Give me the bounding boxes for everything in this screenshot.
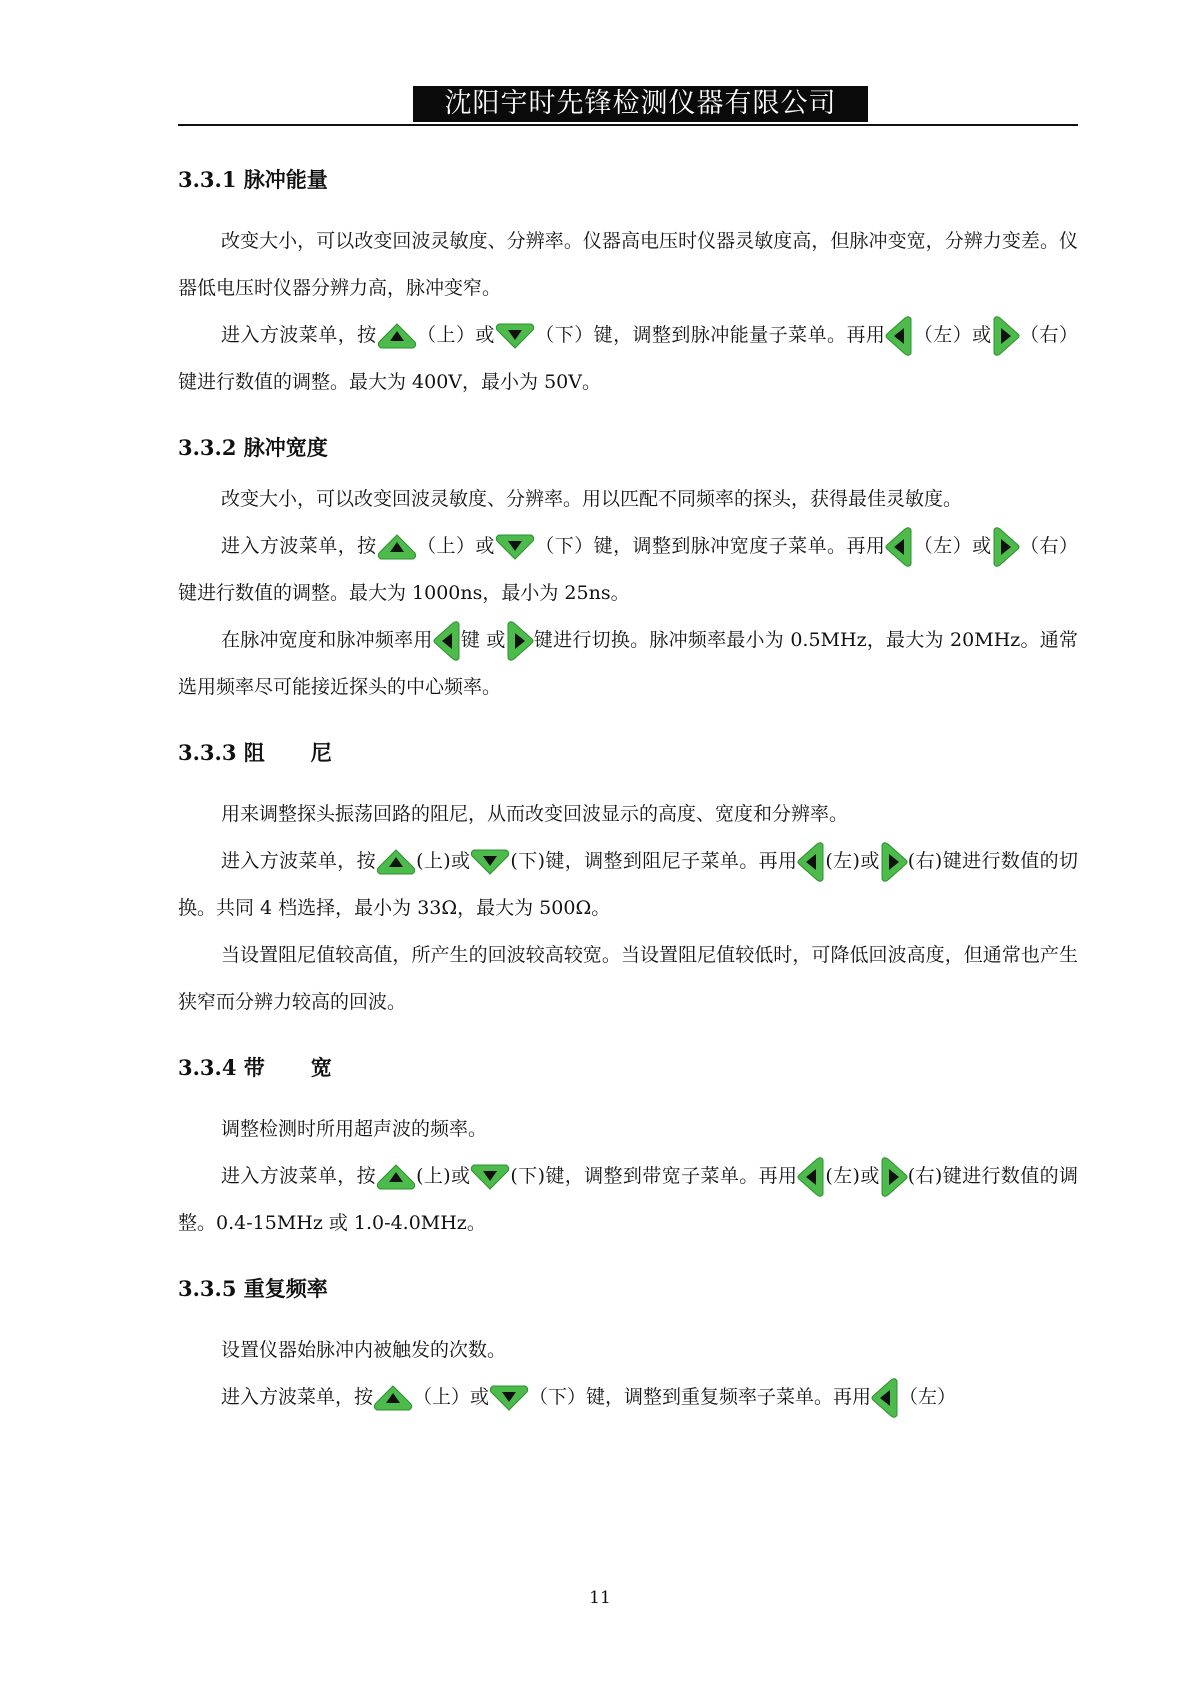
paragraph-key-instructions: 进入方波菜单，按 （上）或 （下）键，调整到脉冲能量子菜单。再用 （左）或 （右）键进行数值的调整。最大为 400V，最小为 50V。	[178, 312, 1078, 406]
left-arrow-key-icon	[797, 841, 825, 883]
down-arrow-key-icon	[470, 848, 510, 876]
paragraph-key-instructions: 进入方波菜单，按 （上）或 （下）键，调整到脉冲宽度子菜单。再用 （左）或 （右）键进行数值的调整。最大为 1000ns，最小为 25ns。	[178, 523, 1078, 617]
section-title-repetition-frequency: 3.3.5 重复频率	[178, 1276, 328, 1301]
right-arrow-key-icon	[992, 315, 1020, 357]
down-arrow-key-icon	[495, 533, 535, 561]
left-arrow-key-icon	[885, 526, 913, 568]
down-arrow-key-icon	[470, 1163, 510, 1191]
left-arrow-key-icon	[885, 315, 913, 357]
left-arrow-key-icon	[433, 620, 461, 662]
right-arrow-key-icon	[992, 526, 1020, 568]
header-rule	[178, 124, 1078, 126]
section-title-pulse-width: 3.3.2 脉冲宽度	[178, 435, 328, 460]
section-title-pulse-energy: 3.3.1 脉冲能量	[178, 167, 328, 192]
page-number: 11	[589, 1588, 611, 1608]
paragraph: 用来调整探头振荡回路的阻尼，从而改变回波显示的高度、宽度和分辨率。	[221, 803, 849, 825]
up-arrow-key-icon	[373, 1384, 413, 1412]
right-arrow-key-icon	[506, 620, 534, 662]
down-arrow-key-icon	[489, 1384, 529, 1412]
paragraph: 当设置阻尼值较高值，所产生的回波较高较宽。当设置阻尼值较低时，可降低回波高度，但通常也产生狭窄而分辨力较高的回波。	[178, 944, 1078, 1013]
up-arrow-key-icon	[377, 533, 417, 561]
left-arrow-key-icon	[797, 1156, 825, 1198]
up-arrow-key-icon	[376, 1163, 416, 1191]
paragraph: 改变大小，可以改变回波灵敏度、分辨率。用以匹配不同频率的探头，获得最佳灵敏度。	[221, 488, 963, 510]
paragraph-key-instructions: 进入方波菜单，按 (上)或 (下)键，调整到阻尼子菜单。再用 (左)或 (右)键进行数值的切换。共同 4 档选择，最小为 33Ω，最大为 500Ω。	[178, 838, 1078, 932]
right-arrow-key-icon	[880, 1156, 908, 1198]
paragraph-key-instructions: 在脉冲宽度和脉冲频率用 键 或 键进行切换。脉冲频率最小为 0.5MHz，最大为 20MHz。通常选用频率尽可能接近探头的中心频率。	[178, 617, 1078, 711]
paragraph-key-instructions: 进入方波菜单，按 （上）或 （下）键，调整到重复频率子菜单。再用 （左）	[178, 1374, 1078, 1421]
paragraph: 调整检测时所用超声波的频率。	[221, 1118, 488, 1140]
paragraph-key-instructions: 进入方波菜单，按 (上)或 (下)键，调整到带宽子菜单。再用 (左)或 (右)键进行数值的调整。0.4-15MHz 或 1.0-4.0MHz。	[178, 1153, 1078, 1247]
left-arrow-key-icon	[871, 1377, 899, 1419]
section-title-bandwidth: 3.3.4 带 宽	[178, 1055, 332, 1080]
up-arrow-key-icon	[377, 322, 417, 350]
right-arrow-key-icon	[880, 841, 908, 883]
up-arrow-key-icon	[376, 848, 416, 876]
paragraph: 改变大小，可以改变回波灵敏度、分辨率。仪器高电压时仪器灵敏度高，但脉冲变宽，分辨力变差。仪器低电压时仪器分辨力高，脉冲变窄。	[178, 230, 1078, 299]
section-title-damping: 3.3.3 阻 尼	[178, 740, 332, 765]
down-arrow-key-icon	[495, 322, 535, 350]
paragraph: 设置仪器始脉冲内被触发的次数。	[221, 1339, 507, 1361]
company-name-banner: 沈阳宇时先锋检测仪器有限公司	[413, 86, 868, 122]
page-content	[178, 160, 1078, 1421]
